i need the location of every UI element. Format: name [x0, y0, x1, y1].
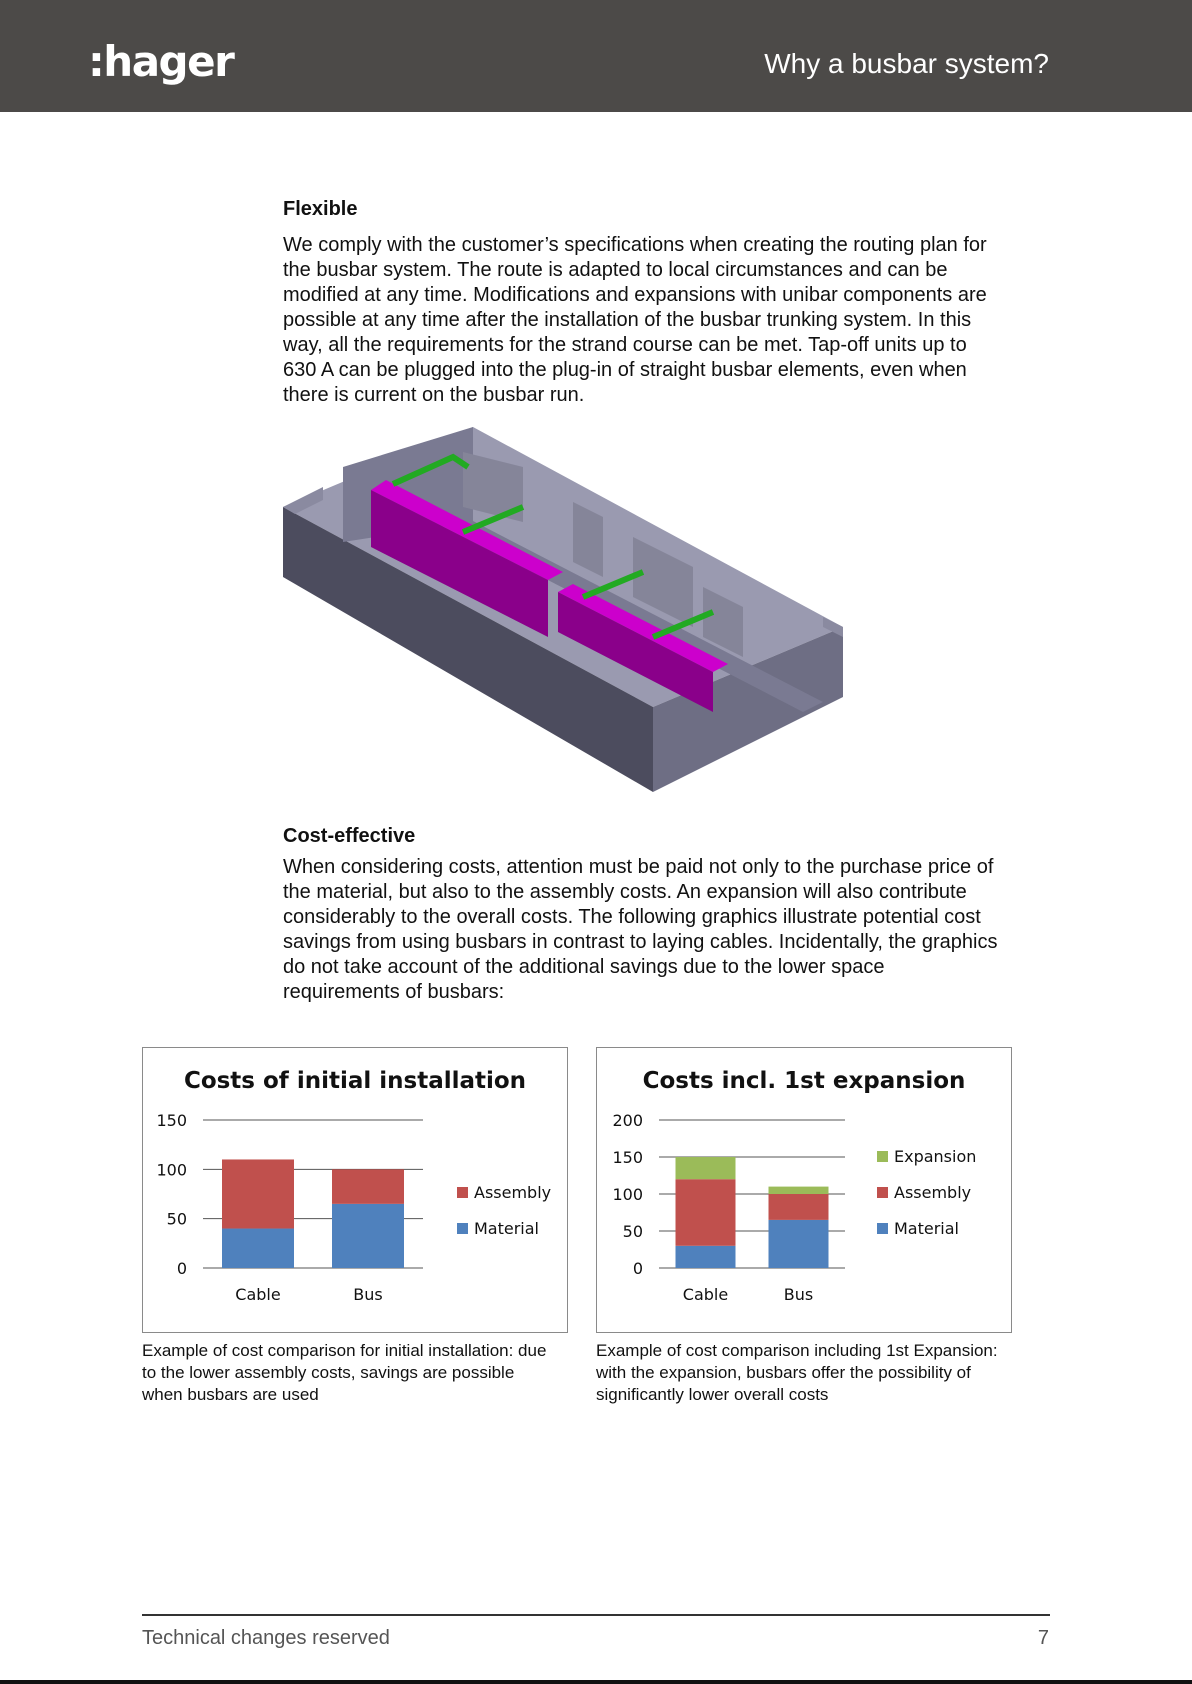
- legend-swatch: [457, 1187, 468, 1198]
- y-tick-label: 100: [156, 1160, 187, 1180]
- bar-expansion: [769, 1187, 829, 1194]
- x-tick-label: Cable: [682, 1285, 729, 1304]
- legend-swatch: [877, 1187, 888, 1198]
- bar-material: [676, 1246, 736, 1268]
- text-line: 630 A can be plugged into the plug-in of straight busbar elements, even when: [283, 359, 967, 381]
- y-tick-label: 50: [166, 1209, 187, 1229]
- caption-line: Example of cost comparison for initial installation: due: [142, 1341, 547, 1360]
- y-tick-label: 0: [632, 1259, 643, 1278]
- y-tick-label: 0: [176, 1259, 187, 1278]
- y-tick-label: 150: [612, 1148, 643, 1167]
- y-tick-label: 50: [622, 1222, 643, 1241]
- text-line: possible at any time after the installation of the busbar trunking system. In this: [283, 309, 972, 331]
- bar-material: [332, 1204, 404, 1268]
- legend-label: Assembly: [474, 1183, 552, 1202]
- text-line: When considering costs, attention must be paid not only to the purchase price of: [283, 856, 994, 878]
- text-line: We comply with the customer’s specifications when creating the routing plan for: [283, 234, 987, 256]
- caption-line: Example of cost comparison including 1st Expansion:: [596, 1341, 998, 1360]
- page-number: 7: [1037, 1627, 1049, 1649]
- legend-swatch: [877, 1151, 888, 1162]
- x-tick-label: Bus: [783, 1285, 814, 1304]
- chart-first-expansion: [596, 1047, 1012, 1333]
- chart-title: Costs incl. 1st expansion: [642, 1068, 966, 1094]
- caption-expansion: [596, 1340, 1036, 1406]
- bar-assembly: [222, 1159, 294, 1228]
- footer-note: Technical changes reserved: [142, 1627, 390, 1649]
- x-tick-label: Cable: [235, 1285, 281, 1304]
- bar-material: [769, 1220, 829, 1268]
- text-line: modified at any time. Modifications and expansions with unibar components are: [283, 284, 987, 306]
- legend-label: Assembly: [894, 1183, 972, 1202]
- page-header: [0, 0, 1192, 112]
- text-line: considerably to the overall costs. The following graphics illustrate potential cost: [283, 906, 981, 928]
- chart-title: Costs of initial installation: [183, 1068, 527, 1094]
- text-line: there is current on the busbar run.: [283, 384, 585, 406]
- text-line: the busbar system. The route is adapted to local circumstances and can be: [283, 259, 948, 281]
- hager-logo: :hager: [88, 37, 234, 86]
- legend-swatch: [457, 1223, 468, 1234]
- text-line: the material, but also to the assembly costs. An expansion will also contribute: [283, 881, 967, 903]
- flexible-paragraph: [283, 233, 1053, 408]
- page-bottom-edge: [0, 1680, 1192, 1684]
- caption-line: when busbars are used: [142, 1385, 319, 1404]
- legend-label: Material: [894, 1219, 959, 1238]
- bar-assembly: [332, 1169, 404, 1204]
- text-line: do not take account of the additional savings due to the lower space: [283, 956, 885, 978]
- caption-line: to the lower assembly costs, savings are possible: [142, 1363, 515, 1382]
- chart-expansion-svg: [597, 1048, 1011, 1332]
- chart-initial-svg: [143, 1048, 567, 1332]
- header-title: Why a busbar system?: [764, 48, 1049, 79]
- bar-material: [222, 1229, 294, 1268]
- text-line: savings from using busbars in contrast to laying cables. Incidentally, the graphics: [283, 931, 998, 953]
- bar-assembly: [769, 1194, 829, 1220]
- text-line: requirements of busbars:: [283, 981, 505, 1003]
- busbar-routing-illustration: [283, 412, 843, 792]
- text-line: way, all the requirements for the strand course can be met. Tap-off units up to: [283, 334, 967, 356]
- y-tick-label: 150: [156, 1111, 187, 1130]
- caption-initial: [142, 1340, 582, 1406]
- cost-heading: Cost-effective: [283, 825, 416, 847]
- caption-line: significantly lower overall costs: [596, 1385, 829, 1404]
- y-tick-label: 200: [612, 1111, 643, 1130]
- cost-paragraph: [283, 855, 1053, 1005]
- footer-divider: [142, 1614, 1050, 1616]
- caption-line: with the expansion, busbars offer the possibility of: [596, 1363, 971, 1382]
- bar-expansion: [676, 1157, 736, 1179]
- legend-label: Expansion: [894, 1147, 977, 1166]
- y-tick-label: 100: [612, 1185, 643, 1204]
- flexible-heading: Flexible: [283, 198, 358, 220]
- chart-initial-installation: [142, 1047, 568, 1333]
- legend-label: Material: [474, 1219, 539, 1238]
- bar-assembly: [676, 1179, 736, 1246]
- legend-swatch: [877, 1223, 888, 1234]
- x-tick-label: Bus: [353, 1285, 383, 1304]
